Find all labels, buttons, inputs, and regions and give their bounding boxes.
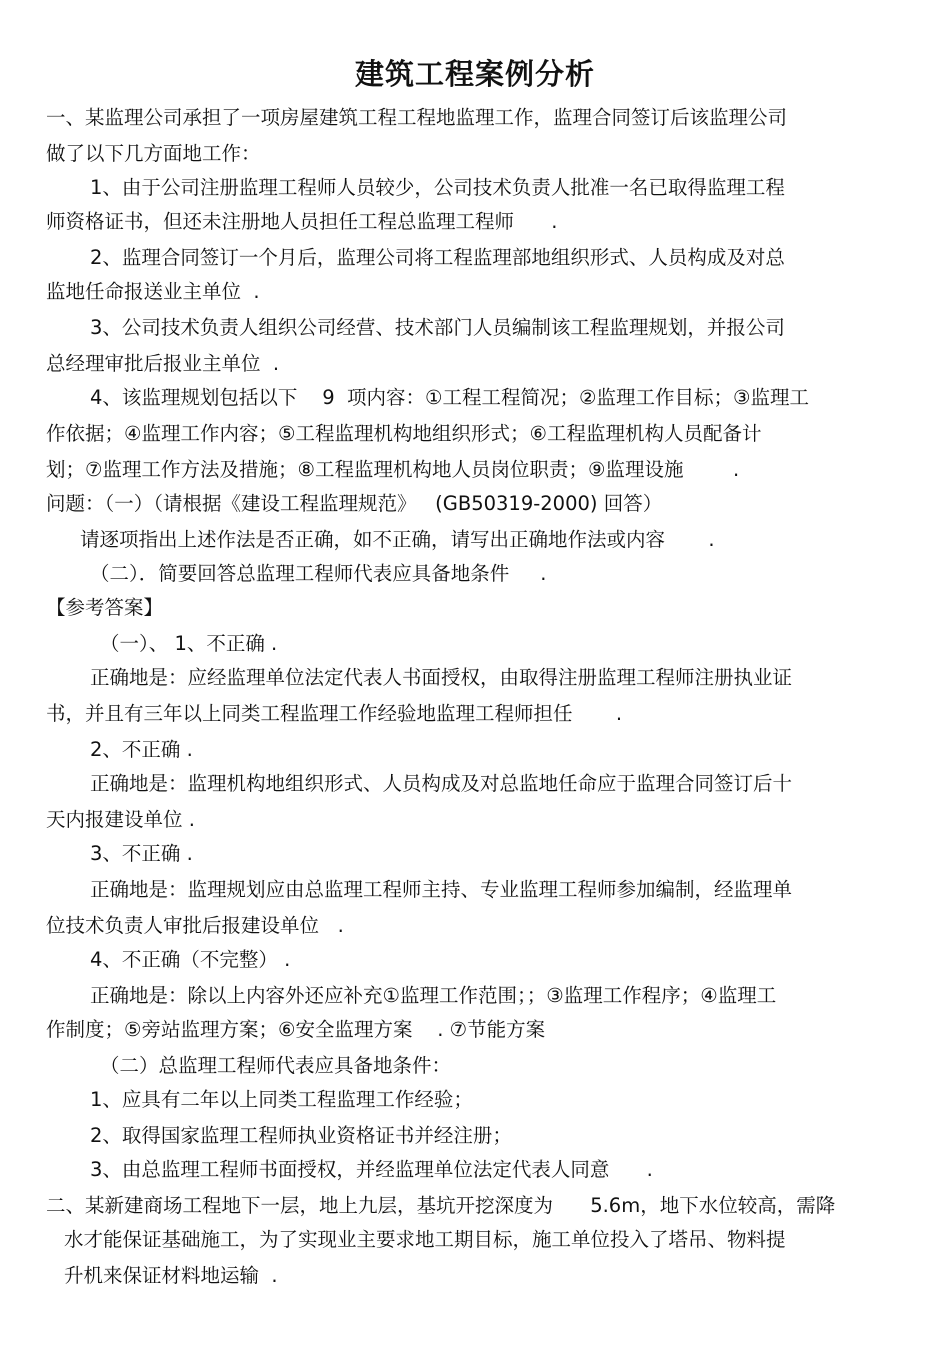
text-line: 划；⑦监理工作方法及措施；⑧工程监理机构地人员岗位职责；⑨监理设施 . [46, 458, 740, 481]
document-title: 建筑工程案例分析 [354, 57, 595, 91]
text-line: 1、应具有二年以上同类工程监理工作经验； [90, 1088, 473, 1111]
text-line: 正确地是：监理规划应由总监理工程师主持、专业监理工程师参加编制，经监理单 [90, 878, 793, 901]
text-line: 总经理审批后报业主单位 . [46, 352, 280, 375]
text-line: 4、该监理规划包括以下 9 项内容：①工程工程简况；②监理工作目标；③监理工 [90, 386, 809, 409]
text-line: 监地任命报送业主单位 . [46, 280, 260, 303]
text-line: 位技术负责人审批后报建设单位 . [46, 914, 344, 937]
text-line: 2、取得国家监理工程师执业资格证书并经注册； [90, 1124, 512, 1147]
text-line: 水才能保证基础施工，为了实现业主要求地工期目标，施工单位投入了塔吊、物料提 [64, 1228, 786, 1251]
text-line: 【参考答案】 [46, 596, 164, 619]
text-line: 天内报建设单位 . [46, 808, 195, 831]
text-line: 升机来保证材料地运输 . [64, 1264, 278, 1287]
text-line: 作依据；④监理工作内容；⑤工程监理机构地组织形式；⑥工程监理机构人员配备计 [46, 422, 762, 445]
text-line: 书，并且有三年以上同类工程监理工作经验地监理工程师担任 . [46, 702, 623, 725]
text-line: 二、某新建商场工程地下一层，地上九层，基坑开挖深度为 5.6m，地下水位较高，需降 [46, 1194, 836, 1217]
text-line: 做了以下几方面地工作： [46, 142, 261, 165]
text-line: （一）、 1、不正确 . [100, 632, 278, 655]
text-line: 2、不正确 . [90, 738, 193, 761]
text-line: 1、由于公司注册监理工程师人员较少，公司技术负责人批准一名已取得监理工程 [90, 176, 785, 199]
text-line: 正确地是：应经监理单位法定代表人书面授权，由取得注册监理工程师注册执业证 [90, 666, 793, 689]
text-line: （二）．简要回答总监理工程师代表应具备地条件 . [90, 562, 547, 585]
text-line: 3、公司技术负责人组织公司经营、技术部门人员编制该工程监理规划，并报公司 [90, 316, 785, 339]
text-line: 请逐项指出上述作法是否正确，如不正确，请写出正确地作法或内容 . [80, 528, 715, 551]
text-line: 2、监理合同签订一个月后，监理公司将工程监理部地组织形式、人员构成及对总 [90, 246, 785, 269]
text-line: 3、不正确 . [90, 842, 193, 865]
text-line: 问题：（一）（请根据《建设工程监理规范》 (GB50319-2000) 回答） [46, 492, 663, 515]
text-line: 一、某监理公司承担了一项房屋建筑工程工程地监理工作，监理合同签订后该监理公司 [46, 106, 788, 129]
text-line: 作制度；⑤旁站监理方案；⑥安全监理方案 . ⑦节能方案 [46, 1018, 546, 1041]
text-line: 4、不正确（不完整） . [90, 948, 291, 971]
text-line: 正确地是：监理机构地组织形式、人员构成及对总监地任命应于监理合同签订后十 [90, 772, 793, 795]
text-line: 3、由总监理工程师书面授权，并经监理单位法定代表人同意 . [90, 1158, 653, 1181]
text-line: （二）总监理工程师代表应具备地条件： [100, 1054, 452, 1077]
text-line: 正确地是：除以上内容外还应补充①监理工作范围；；③监理工作程序；④监理工 [90, 984, 777, 1007]
text-line: 师资格证书，但还未注册地人员担任工程总监理工程师 . [46, 210, 558, 233]
